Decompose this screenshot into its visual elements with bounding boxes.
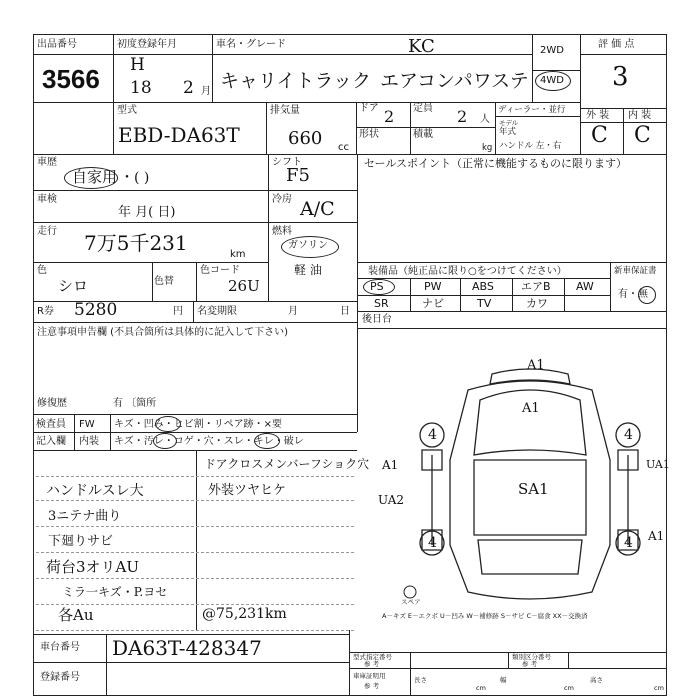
rule: [33, 154, 667, 155]
year-label: 年式: [499, 127, 517, 137]
int-label: 内 装: [628, 110, 652, 121]
history-dots: ・( ): [120, 170, 150, 186]
repair-label: 修復歴: [37, 398, 67, 409]
tire-circles: [404, 423, 640, 598]
color-code-label: 色コード: [200, 265, 240, 276]
class-ref: 参 考: [522, 660, 538, 668]
mark-left-rear: UA2: [378, 493, 405, 507]
equip-tv: TV: [477, 297, 492, 310]
rule: [495, 102, 496, 154]
rule: [33, 414, 357, 415]
mileage-value: 7万5千231: [84, 231, 188, 255]
rule: [623, 108, 624, 154]
shift-label: シフト: [272, 157, 302, 168]
mileage-unit: km: [230, 249, 246, 260]
inspect-label: 車検: [37, 194, 57, 205]
disp-unit: cc: [338, 142, 349, 153]
rule: [33, 322, 357, 323]
repair-value: 有 〔箇所: [113, 398, 157, 409]
rule: [610, 262, 611, 311]
rule: [33, 190, 357, 191]
deadline-day: 日: [340, 306, 350, 317]
rule: [152, 262, 153, 301]
class-label: 類別区分番号: [512, 653, 551, 661]
capacity-value: 2: [457, 107, 468, 126]
model-label: 型式: [117, 105, 137, 116]
car-name: キャリイトラック: [220, 70, 372, 92]
selected-circle: [638, 286, 656, 304]
recycle-label: R券: [37, 306, 54, 317]
mark-right-rear: A1: [648, 529, 665, 543]
rule: [106, 634, 107, 696]
rule: [357, 154, 358, 432]
width-unit: cm: [564, 684, 574, 692]
fuel-label: 燃料: [272, 226, 292, 237]
rule: [357, 311, 667, 312]
shift-value: F5: [286, 165, 310, 186]
mark-hood: A1: [527, 358, 545, 373]
fuel-diesel: 軽 油: [294, 263, 322, 277]
check-label: 検査員: [36, 419, 66, 430]
rule: [33, 102, 113, 103]
dealer-label: ディーラー・並行: [498, 105, 566, 115]
rule: [495, 116, 580, 117]
color-change-label: 色替: [154, 276, 174, 287]
inspect-format: 年 月( 日): [118, 205, 176, 220]
rule: [460, 278, 461, 311]
shape-label: 形状: [359, 129, 379, 140]
rule: [196, 450, 197, 630]
color-code-value: 26U: [228, 277, 260, 295]
rule: [580, 34, 581, 154]
rule: [410, 278, 411, 311]
sales-label: セールスポイント（正常に機能するものに限ります）: [364, 157, 628, 170]
doors-value: 2: [384, 107, 395, 126]
odometer-note: @75,231km: [202, 606, 287, 622]
dash-rule: [36, 476, 354, 477]
rule: [33, 432, 357, 433]
load-label: 積載: [413, 129, 433, 140]
rule: [357, 262, 667, 263]
rule: [33, 222, 357, 223]
dash-rule: [36, 500, 354, 501]
yen-unit: 円: [173, 306, 183, 317]
rear-seat-label: 後日台: [362, 314, 392, 325]
equip-ps: PS: [370, 280, 384, 293]
note-left-3: 下廻りサビ: [48, 534, 114, 549]
rule: [349, 630, 350, 696]
int-items: キズ・汚レ・コゲ・穴・スレ・キレ・破レ: [114, 436, 304, 447]
reg-year: 18: [130, 78, 152, 98]
rule: [532, 34, 533, 102]
reg-month: 2: [183, 78, 194, 98]
score-label: 評 価 点: [598, 39, 635, 50]
equip-pw: PW: [424, 280, 442, 293]
rule: [266, 102, 267, 154]
mark-tire-fl: 4: [428, 427, 437, 443]
note-right-2: 外装ツヤヒケ: [208, 483, 287, 498]
fuel-gas: ガソリン: [288, 240, 328, 251]
rule: [33, 54, 532, 55]
mark-tire-rl: 4: [428, 535, 437, 551]
rule: [508, 652, 509, 668]
equip-abs: ABS: [472, 280, 494, 293]
month-unit: 月: [201, 86, 211, 97]
rule: [357, 295, 610, 296]
deadline-month: 月: [288, 306, 298, 317]
note-left-2: 3ニテナ曲り: [48, 509, 122, 524]
type-ref: 参 考: [364, 660, 380, 668]
dash-rule: [36, 526, 354, 527]
rule: [568, 652, 569, 668]
model-sub-label: モデル: [499, 119, 519, 127]
mileage-label: 走行: [37, 226, 57, 237]
mark-left-front: A1: [382, 458, 399, 472]
name-label: 車名・グレード: [216, 39, 286, 50]
dash-rule: [36, 604, 354, 605]
equip-aw: AW: [576, 280, 594, 293]
fw-items: キズ・凹み・ヒビ割・リペア跡・×要: [114, 419, 282, 430]
mark-body: SA1: [518, 480, 549, 498]
note-right-1: ドアクロスメンバーフショク穴: [204, 457, 370, 471]
note-left-4: 荷台3オリAU: [46, 558, 140, 576]
note-left-6: 各Au: [58, 606, 94, 624]
length-unit: cm: [476, 684, 486, 692]
deadline-label: 名変期限: [197, 306, 237, 317]
rule: [113, 102, 580, 103]
cool-label: 冷房: [272, 194, 292, 205]
rule: [268, 154, 269, 301]
model-value: EBD-DA63T: [118, 123, 240, 147]
rule: [564, 278, 565, 311]
dash-rule: [36, 578, 354, 579]
height-label: 高さ: [590, 676, 603, 684]
rule: [357, 278, 610, 279]
int-grade: C: [634, 123, 651, 148]
load-unit: kg: [482, 143, 493, 153]
rule: [356, 127, 495, 128]
selected-circle: [254, 433, 280, 449]
dash-rule: [36, 630, 354, 631]
drive-4wd: 4WD: [540, 75, 564, 86]
ext-label: 外 装: [586, 110, 610, 121]
spare-label: スペア: [401, 598, 421, 606]
selected-circle: [153, 433, 177, 449]
damage-legend: A－キズ E－エクボ U－凹み W－補修跡 S－サビ C－腐食 XX－交換済: [382, 612, 588, 620]
cap-label: 定員: [413, 103, 433, 114]
mark-tire-fr: 4: [624, 427, 633, 443]
rule: [110, 414, 111, 450]
new-car-label: 新車保証書: [614, 266, 657, 276]
era: H: [130, 55, 145, 75]
rule: [512, 278, 513, 311]
rule: [349, 668, 667, 669]
displacement-value: 660: [288, 128, 323, 149]
score-value: 3: [612, 62, 629, 92]
rule: [33, 634, 349, 635]
reg-label: 初度登録年月: [117, 39, 177, 50]
rule: [33, 262, 268, 263]
equipment-label: 装備品（純正品に限り○をつけてください）: [368, 266, 567, 277]
type-label: 型式指定番号: [353, 653, 392, 661]
mark-roof: A1: [522, 401, 540, 416]
lot-number: 3566: [42, 64, 100, 94]
registration-label: 登録番号: [40, 672, 80, 683]
size-ref: 参 考: [364, 682, 380, 690]
note-left-5: ミラ一キズ・P.ヨセ: [62, 585, 168, 599]
color-value: シロ: [58, 277, 89, 295]
rule: [113, 34, 114, 154]
history-label: 車歴: [37, 157, 57, 168]
handle-label: ハンドル 左・右: [499, 141, 562, 151]
rule: [212, 34, 213, 102]
chassis-label: 車台番号: [40, 642, 80, 653]
rule: [74, 414, 75, 450]
dash-rule: [36, 552, 354, 553]
rule: [357, 328, 667, 329]
fw-label: FW: [79, 419, 95, 430]
color-label: 色: [37, 265, 47, 276]
grade-code: KC: [408, 36, 435, 57]
width-label: 幅: [500, 676, 507, 684]
entry-label: 記入欄: [36, 436, 66, 447]
spare-tire: [404, 586, 416, 598]
door-label: ドア: [359, 103, 379, 114]
ext-grade: C: [591, 123, 608, 148]
disp-label: 排気量: [270, 105, 300, 116]
rule: [410, 652, 411, 696]
rule: [580, 54, 667, 55]
chassis-value: DA63T-428347: [112, 636, 262, 660]
rule: [33, 450, 357, 451]
height-unit: cm: [654, 684, 664, 692]
recycle-amount: 5280: [74, 300, 118, 320]
selected-circle: [155, 416, 181, 432]
int-label-box: 内装: [79, 436, 99, 447]
history-value: 自家用: [72, 168, 118, 186]
rule: [196, 262, 197, 301]
size-label: 車庫証明用: [353, 672, 386, 680]
note-left-1: ハンドルスレ大: [46, 483, 144, 499]
rule: [33, 662, 349, 663]
rule: [193, 301, 194, 322]
equip-navi: ナビ: [422, 297, 444, 310]
rule: [410, 102, 411, 154]
mark-tire-rr: 4: [624, 535, 633, 551]
lot-label: 出品番号: [37, 39, 77, 50]
drive-2wd: 2WD: [540, 45, 564, 56]
cap-unit: 人: [480, 114, 490, 125]
notes-label: 注意事項申告欄 (不具合箇所は具体的に記入して下さい): [37, 327, 288, 338]
new-car-value: 有・無: [618, 289, 648, 300]
equip-airbag: エアB: [521, 280, 551, 293]
rule: [356, 102, 357, 154]
mark-right-front: UA1: [646, 458, 670, 471]
equip-sr: SR: [374, 297, 389, 310]
equip-leather: カワ: [526, 297, 548, 310]
cool-value: A/C: [300, 198, 335, 220]
car-grade: エアコンパワステ: [380, 70, 529, 92]
selected-circle: [363, 279, 395, 295]
length-label: 長さ: [414, 676, 427, 684]
